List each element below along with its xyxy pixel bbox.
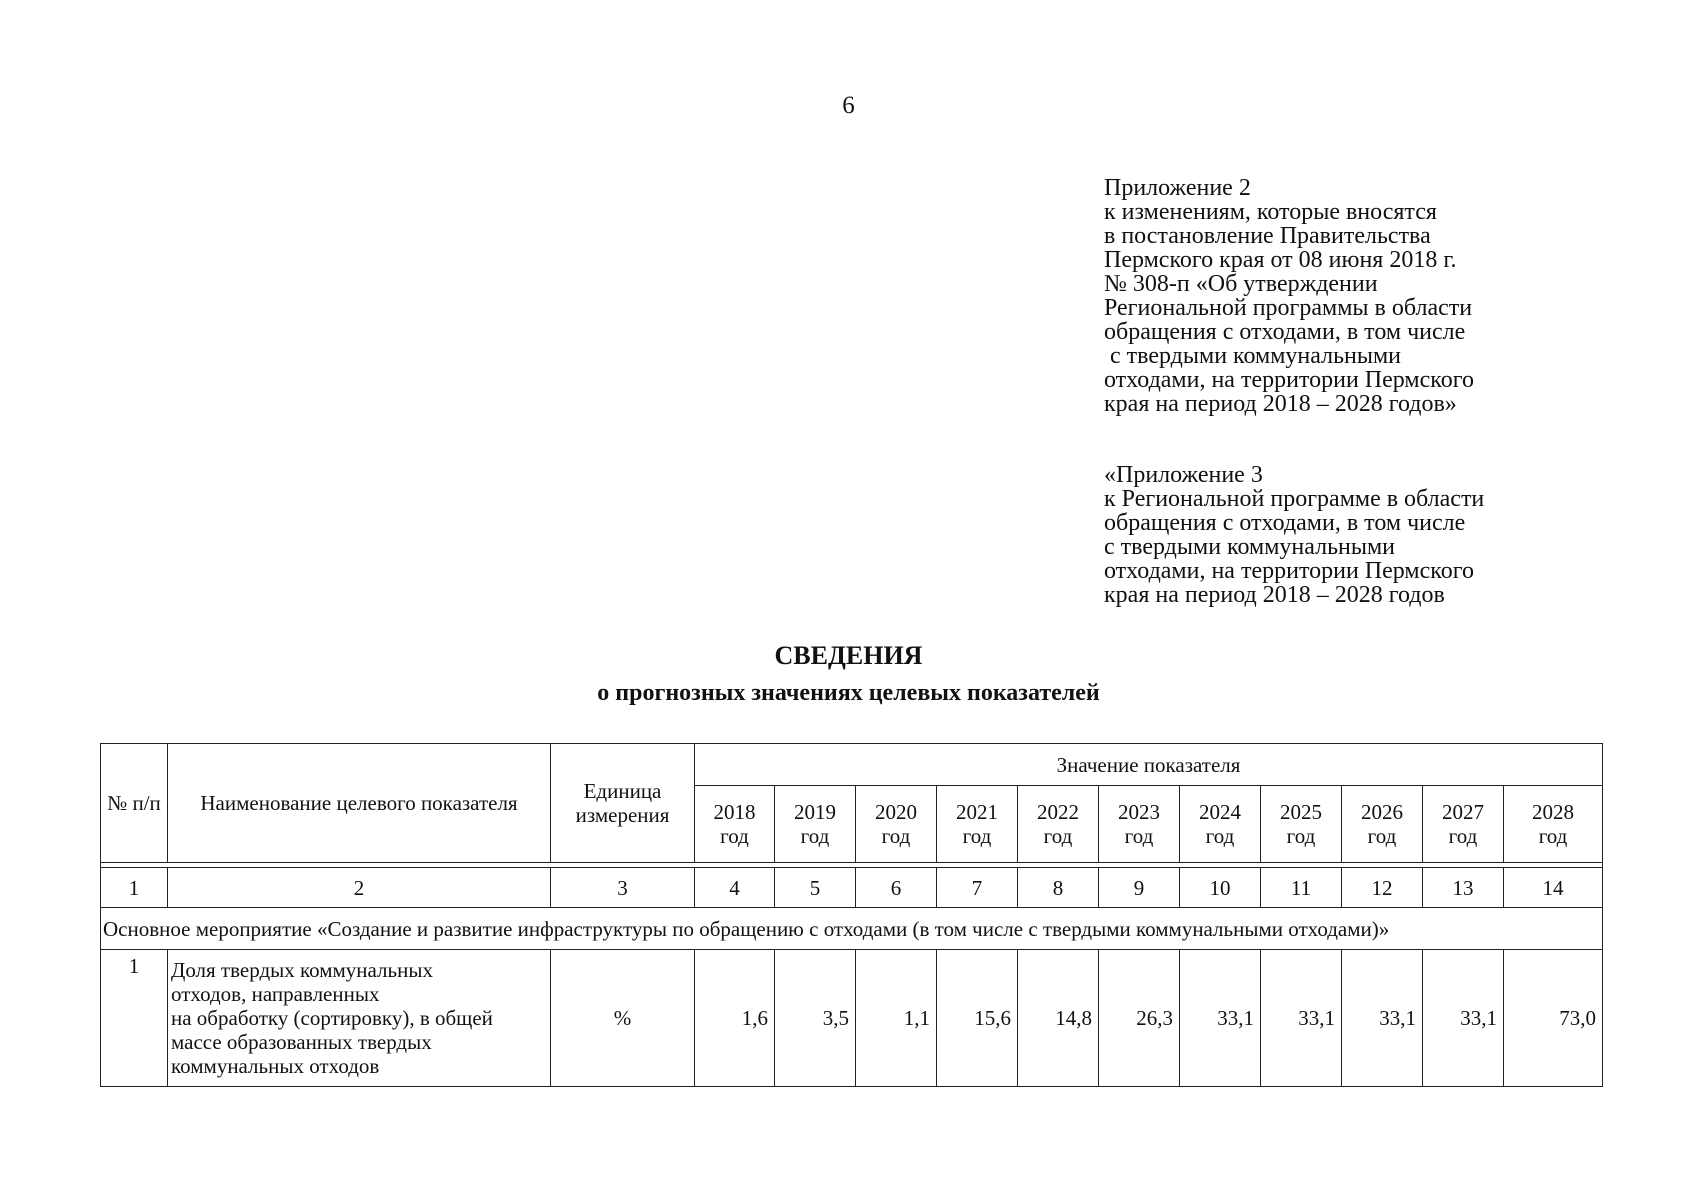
- column-number: 5: [775, 868, 856, 908]
- value-cell: 15,6: [937, 950, 1018, 1087]
- column-number: 11: [1261, 868, 1342, 908]
- appendix-line: «Приложение 3: [1104, 462, 1263, 488]
- value-cell: 1,6: [695, 950, 775, 1087]
- year-unit: год: [962, 824, 992, 848]
- appendix-line: обращения с отходами, в том числе: [1104, 319, 1466, 345]
- header-year: [1423, 786, 1504, 863]
- document-title: СВЕДЕНИЯ: [774, 641, 923, 670]
- appendix-line: к изменениям, которые вносятся: [1104, 199, 1437, 225]
- appendix-line: края на период 2018 – 2028 годов»: [1104, 391, 1457, 417]
- indicator-name-line: Доля твердых коммунальных: [171, 958, 433, 982]
- appendix-line: № 308-п «Об утверждении: [1104, 271, 1378, 297]
- column-number: 12: [1342, 868, 1423, 908]
- value-cell: 26,3: [1099, 950, 1180, 1087]
- header-row: [101, 744, 1603, 786]
- appendix-line: к Региональной программе в области: [1104, 486, 1485, 512]
- appendix-line: Региональной программы в области: [1104, 295, 1473, 321]
- indicator-unit: %: [551, 950, 695, 1087]
- value-cell: 33,1: [1342, 950, 1423, 1087]
- appendix-line: отходами, на территории Пермского: [1104, 558, 1474, 584]
- year-unit: год: [1124, 824, 1154, 848]
- value-cell: 1,1: [856, 950, 937, 1087]
- year-unit: год: [881, 824, 911, 848]
- year-unit: год: [1286, 824, 1316, 848]
- year-unit: год: [1538, 824, 1568, 848]
- value-cell: 33,1: [1261, 950, 1342, 1087]
- section-row: [101, 908, 1603, 950]
- header-year: [695, 786, 775, 863]
- year-label: 2024: [1199, 800, 1241, 824]
- column-number: 8: [1018, 868, 1099, 908]
- indicators-table: [100, 743, 1603, 1087]
- column-number: 10: [1180, 868, 1261, 908]
- year-unit: год: [800, 824, 830, 848]
- year-unit: год: [1205, 824, 1235, 848]
- year-unit: год: [1367, 824, 1397, 848]
- value-cell: 33,1: [1423, 950, 1504, 1087]
- appendix-line: в постановление Правительства: [1104, 223, 1431, 249]
- column-number: 4: [695, 868, 775, 908]
- year-label: 2025: [1280, 800, 1322, 824]
- year-unit: год: [720, 824, 749, 848]
- column-number: 9: [1099, 868, 1180, 908]
- header-year: [1342, 786, 1423, 863]
- appendix-line: обращения с отходами, в том числе: [1104, 510, 1466, 536]
- page-number: 6: [842, 92, 855, 119]
- column-number: 6: [856, 868, 937, 908]
- document-subtitle: о прогнозных значениях целевых показателей: [597, 680, 1100, 706]
- indicator-name-line: массе образованных твердых: [171, 1030, 432, 1054]
- row-number: 1: [101, 950, 168, 1087]
- year-label: 2028: [1532, 800, 1575, 824]
- appendix-line: отходами, на территории Пермского: [1104, 367, 1474, 393]
- header-indicator-name: Наименование целевого показателя: [168, 744, 551, 863]
- year-unit: год: [1448, 824, 1478, 848]
- column-number: 14: [1504, 868, 1603, 908]
- column-number: 2: [168, 868, 551, 908]
- appendix-line: Приложение 2: [1104, 175, 1251, 201]
- appendix-2-note: [1104, 176, 1664, 416]
- header-year: [1099, 786, 1180, 863]
- section-title: Основное мероприятие «Создание и развитие инфраструктуры по обращению с отходами (в том числе с твердыми коммунальными отходами)»: [101, 908, 1603, 950]
- year-label: 2027: [1442, 800, 1484, 824]
- year-label: 2020: [875, 800, 917, 824]
- appendix-line: края на период 2018 – 2028 годов: [1104, 582, 1445, 608]
- appendix-line: с твердыми коммунальными: [1104, 343, 1402, 369]
- header-value-group: Значение показателя: [695, 744, 1603, 786]
- value-cell: 3,5: [775, 950, 856, 1087]
- column-number: 3: [551, 868, 695, 908]
- appendix-line: Пермского края от 08 июня 2018 г.: [1104, 247, 1457, 273]
- indicator-name: [168, 950, 551, 1087]
- value-cell: 14,8: [1018, 950, 1099, 1087]
- column-number: 13: [1423, 868, 1504, 908]
- column-number: 7: [937, 868, 1018, 908]
- header-year: [856, 786, 937, 863]
- appendix-line: с твердыми коммунальными: [1104, 534, 1396, 560]
- indicator-name-line: отходов, направленных: [171, 982, 380, 1006]
- year-label: 2023: [1118, 800, 1160, 824]
- indicator-name-line: на обработку (сортировку), в общей: [171, 1006, 493, 1030]
- indicator-name-line: коммунальных отходов: [171, 1054, 380, 1078]
- table-row: [101, 950, 1603, 1087]
- appendix-3-note: [1104, 463, 1664, 607]
- year-label: 2018: [713, 800, 756, 824]
- header-number: № п/п: [101, 744, 168, 863]
- header-year: [1018, 786, 1099, 863]
- header-year: [775, 786, 856, 863]
- year-unit: год: [1043, 824, 1073, 848]
- header-year: [937, 786, 1018, 863]
- header-year: [1180, 786, 1261, 863]
- value-cell: 73,0: [1504, 950, 1603, 1087]
- year-label: 2019: [794, 800, 836, 824]
- year-label: 2021: [956, 800, 998, 824]
- header-year: [1261, 786, 1342, 863]
- header-unit: Единица измерения: [551, 744, 695, 863]
- column-number: 1: [101, 868, 168, 908]
- year-label: 2022: [1037, 800, 1079, 824]
- year-label: 2026: [1361, 800, 1403, 824]
- column-number-row: [101, 868, 1603, 908]
- value-cell: 33,1: [1180, 950, 1261, 1087]
- header-year: [1504, 786, 1603, 863]
